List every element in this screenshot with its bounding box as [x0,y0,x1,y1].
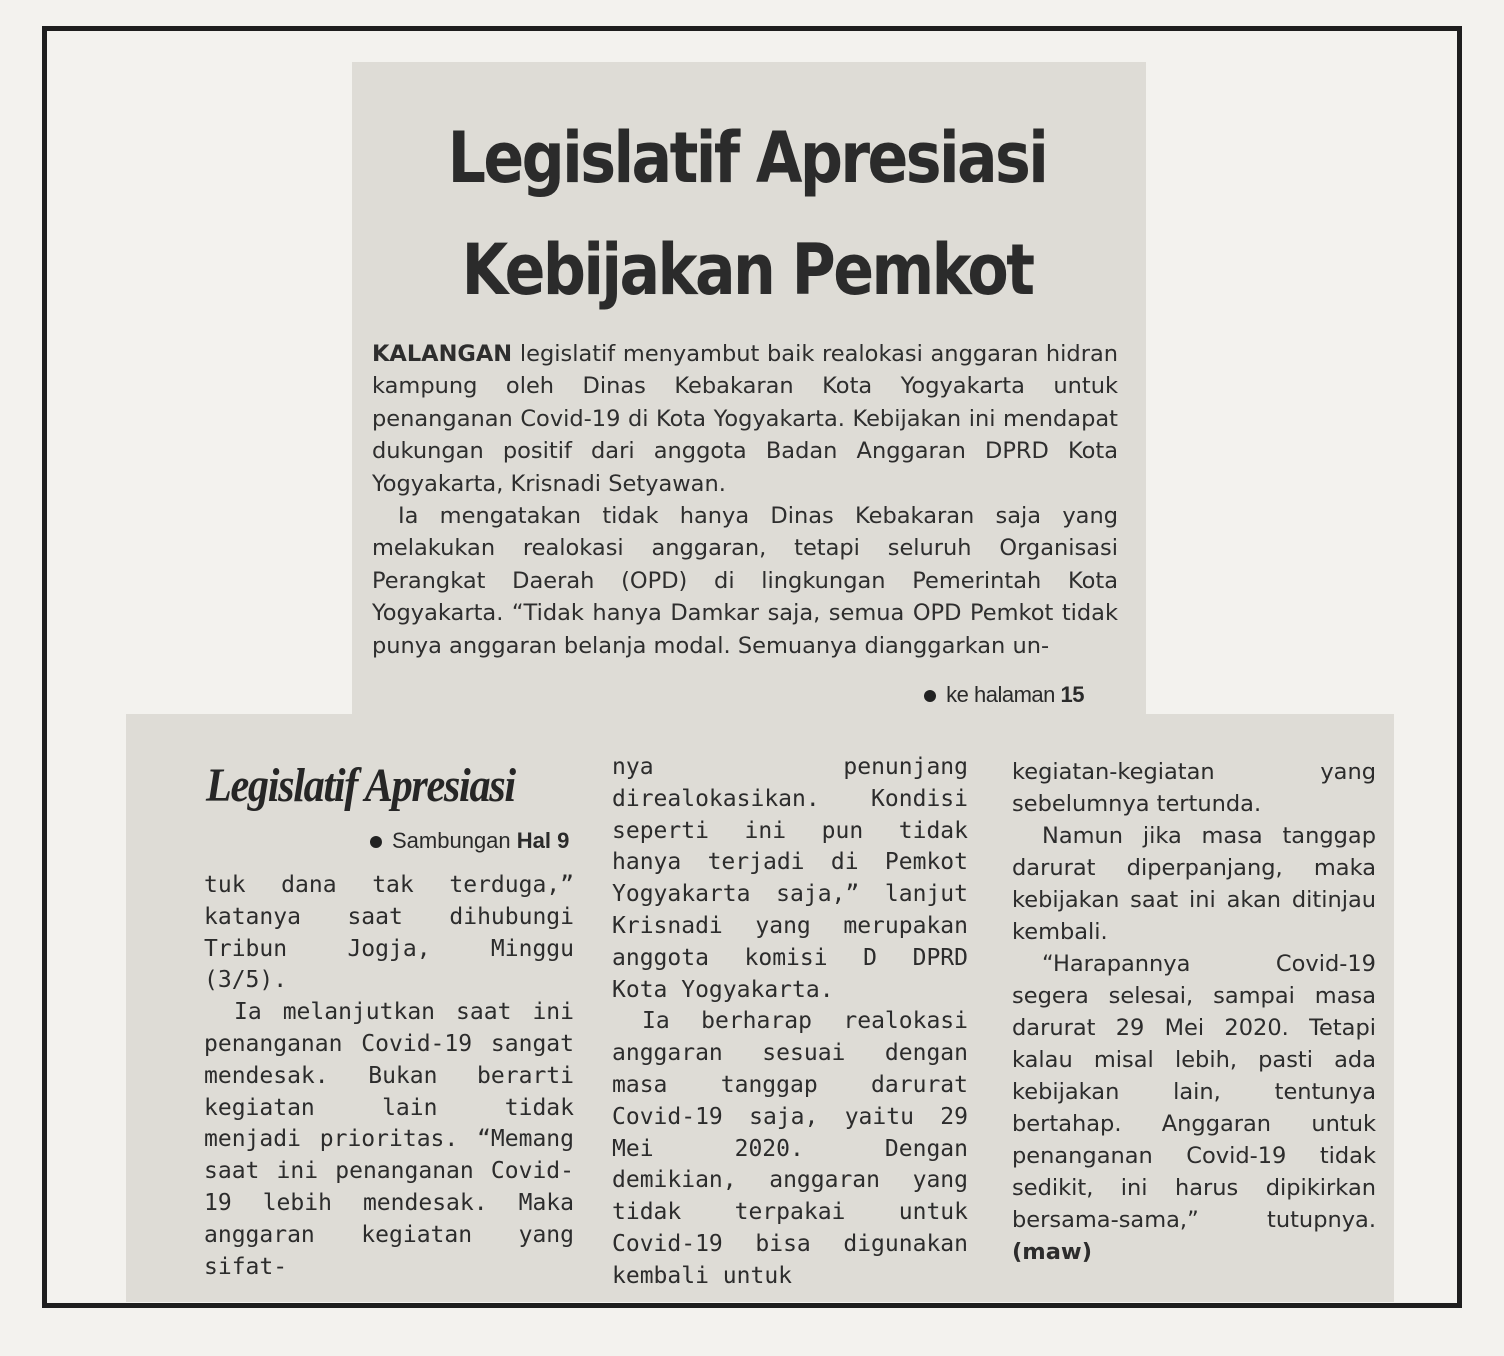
continuation-clipping [126,714,1394,1302]
kicker: KALANGAN [372,341,513,367]
continued-from-marker [370,828,569,854]
column-2-paragraph-2: Ia berharap realokasi anggaran sesuai dengan masa tanggap darurat Covid-19 saja, yaitu 29 Mei 2020. Dengan demikian, anggaran yang tidak terpakai untuk Covid-19 bisa digunakan kembali untuk [612,1008,968,1289]
bullet-icon [924,690,936,702]
main-article-clipping [352,62,1146,716]
article-body [372,338,1122,662]
headline-line-1: Legislatif Apresiasi [447,117,1047,199]
lead-paragraph-1 [372,338,1118,500]
text-column-2 [612,752,968,1293]
column-1-paragraph-1: tuk dana tak terduga,” katanya saat dihubungi Tribun Jogja, Minggu (3/5). [204,872,574,994]
continuation-title: Legislatif Apresiasi [206,759,515,812]
continued-on-marker [924,682,1084,708]
continued-from-text: Sambungan [392,828,511,853]
column-3-paragraph-3-text: “Harapannya Covid-19 segera selesai, sampai masa darurat 29 Mei 2020. Tetapi kalau misal lebih, pasti ada kebijakan lain, tentunya bertahap. Anggaran untuk penanganan Covid-19 tidak sedikit, ini harus dipikirkan bersama-sama,” tutupnya. [1012,951,1376,1233]
headline-line-2: Kebijakan Pemkot [461,229,1033,311]
column-3-paragraph-3 [1012,948,1376,1268]
byline: (maw) [1012,1239,1092,1265]
bullet-icon [370,836,382,848]
text-column-1 [204,870,574,1283]
jump-page: 15 [1060,682,1084,707]
text-column-3 [1012,756,1376,1268]
lead-paragraph-2: Ia mengatakan tidak hanya Dinas Kebakaran saja yang melakukan realokasi anggaran, tetapi seluruh Organisasi Perangkat Daerah (OPD) di lingkungan Pemerintah Kota Yogyakarta. “Tidak hanya Damkar saja, semua OPD Pemkot tidak punya anggaran belanja modal. Semuanya dianggarkan un- [372,503,1118,659]
jump-text: ke halaman [946,682,1055,707]
continued-from-page: Hal 9 [516,828,570,853]
column-3-paragraph-1: kegiatan-kegiatan yang sebelumnya tertunda. [1012,759,1376,817]
column-1-paragraph-2: Ia melanjutkan saat ini penanganan Covid-19 sangat mendesak. Bukan berarti kegiatan lain tidak menjadi prioritas. “Memang saat ini penanganan Covid-19 lebih mendesak. Maka anggaran kegiatan yang sifat- [204,999,574,1280]
headline [425,102,1070,326]
column-3-paragraph-2: Namun jika masa tanggap darurat diperpanjang, maka kebijakan saat ini akan ditinjau kembali. [1012,823,1376,945]
lead-paragraph-1-text: legislatif menyambut baik realokasi anggaran hidran kampung oleh Dinas Kebakaran Kota Yogyakarta untuk penanganan Covid-19 di Kota Yogyakarta. Kebijakan ini mendapat dukungan positif dari anggota Badan Anggaran DPRD Kota Yogyakarta, Krisnadi Setyawan. [372,341,1118,497]
column-2-paragraph-1: nya penunjang direalokasikan. Kondisi seperti ini pun tidak hanya terjadi di Pemkot Yogyakarta saja,” lanjut Krisnadi yang merupakan anggota komisi D DPRD Kota Yogyakarta. [612,754,968,1003]
